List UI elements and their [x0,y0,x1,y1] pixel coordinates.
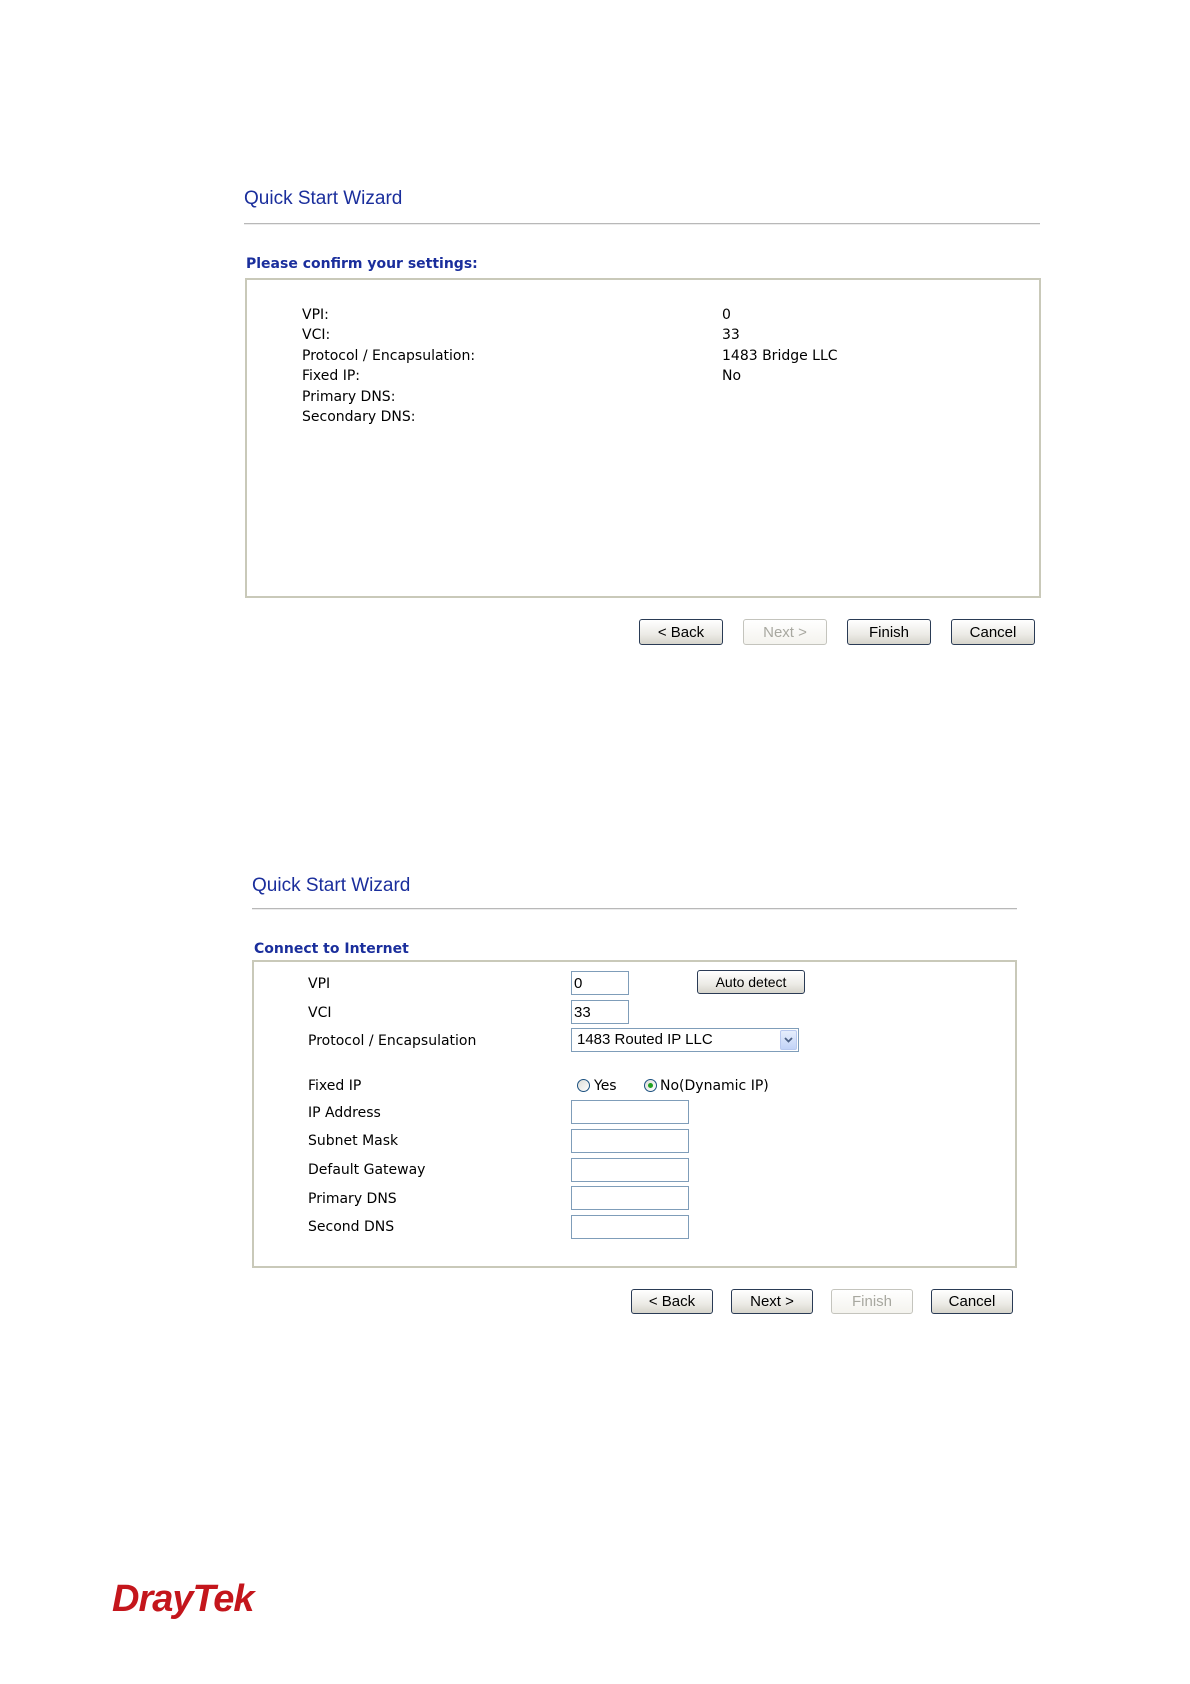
confirm-settings-panel [245,278,1041,598]
vpi-input[interactable] [571,971,629,995]
wizard2-title: Quick Start Wizard [252,875,411,896]
default-gateway-label: Default Gateway [308,1162,426,1178]
fixed-ip-label: Fixed IP [308,1078,362,1094]
auto-detect-button[interactable]: Auto detect [697,970,805,994]
fixed-ip-no-radio[interactable] [644,1079,657,1092]
vpi-label: VPI: [302,307,329,323]
primary-dns-label: Primary DNS: [302,389,396,405]
wizard1-title: Quick Start Wizard [244,188,403,209]
vci-label: VCI [308,1005,332,1021]
ip-address-input[interactable] [571,1100,689,1124]
vci-input[interactable] [571,1000,629,1024]
fixed-ip-yes-label: Yes [594,1078,617,1094]
wizard1-divider [244,223,1040,225]
primary-dns-label: Primary DNS [308,1191,397,1207]
wizard2-back-button[interactable]: < Back [631,1289,713,1314]
wizard1-finish-button[interactable]: Finish [847,619,931,645]
secondary-dns-label: Secondary DNS: [302,409,416,425]
wizard2-next-button[interactable]: Next > [731,1289,813,1314]
wizard2-finish-button[interactable]: Finish [831,1289,913,1314]
fixed-ip-no-label: No(Dynamic IP) [660,1078,769,1094]
subnet-mask-label: Subnet Mask [308,1133,399,1149]
wizard1-next-button[interactable]: Next > [743,619,827,645]
vpi-value: 0 [722,307,731,323]
wizard2-cancel-button[interactable]: Cancel [931,1289,1013,1314]
vci-label: VCI: [302,327,331,343]
chevron-down-icon[interactable] [780,1030,797,1050]
ip-address-label: IP Address [308,1105,381,1121]
connect-internet-panel [252,960,1017,1268]
protocol-value: 1483 Bridge LLC [722,348,838,364]
second-dns-input[interactable] [571,1215,689,1239]
fixed-ip-value: No [722,368,742,384]
default-gateway-input[interactable] [571,1158,689,1182]
protocol-label: Protocol / Encapsulation [308,1033,477,1049]
protocol-select-value: 1483 Routed IP LLC [577,1031,713,1048]
wizard1-section-title: Please confirm your settings: [246,256,478,272]
vpi-label: VPI [308,976,331,992]
vci-value: 33 [722,327,740,343]
wizard1-cancel-button[interactable]: Cancel [951,619,1035,645]
subnet-mask-input[interactable] [571,1129,689,1153]
protocol-label: Protocol / Encapsulation: [302,348,476,364]
wizard2-divider [252,908,1017,910]
protocol-select[interactable] [571,1028,799,1052]
wizard1-back-button[interactable]: < Back [639,619,723,645]
primary-dns-input[interactable] [571,1186,689,1210]
draytek-logo: DrayTek [112,1578,254,1620]
fixed-ip-yes-radio[interactable] [577,1079,590,1092]
second-dns-label: Second DNS [308,1219,395,1235]
wizard2-section-title: Connect to Internet [254,941,409,957]
fixed-ip-label: Fixed IP: [302,368,361,384]
